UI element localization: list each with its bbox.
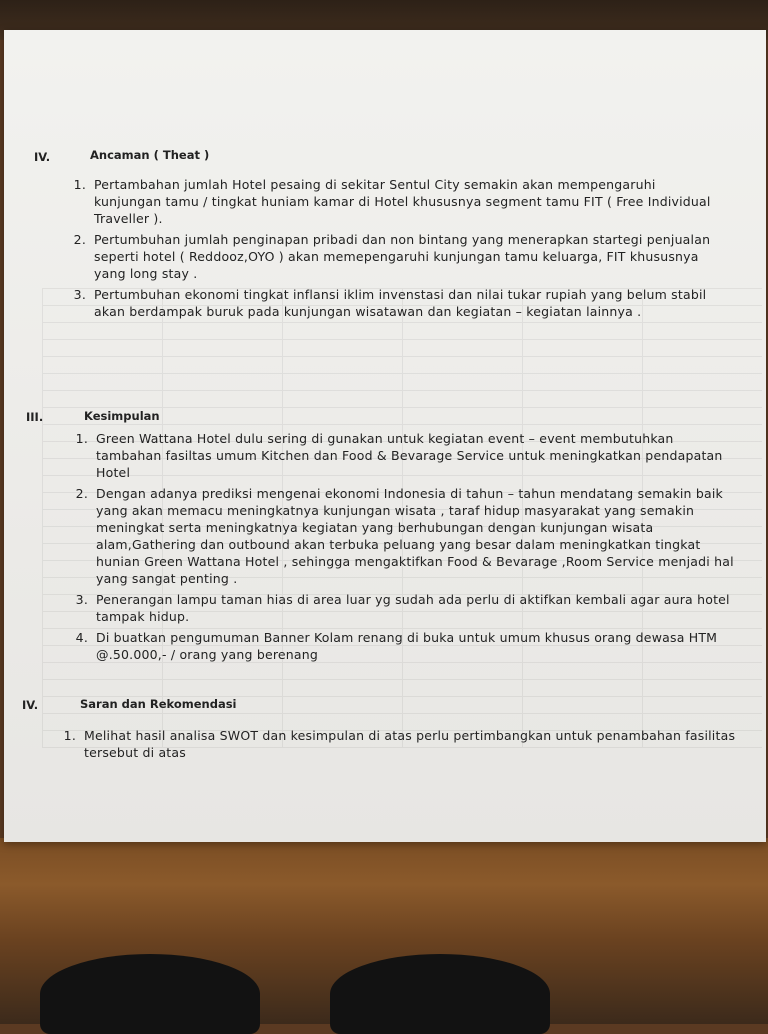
recommendation-list bbox=[46, 727, 756, 765]
recommendation-numeral: IV. bbox=[22, 698, 39, 712]
list-item: 1. Pertambahan jumlah Hotel pesaing di sekitar Sentul City semakin akan mempengaruhi kunjungan tamu / tingkat huniam kamar di Hotel khususnya segment tamu FIT ( Free Individual Traveller ). bbox=[73, 177, 711, 226]
list-item: 3. Pertumbuhan ekonomi tingkat inflansi iklim invenstasi dan nilai tukar rupiah yang belum stabil akan berdampak buruk pada kunjungan wisatawan dan kegiatan – kegiatan lainnya . bbox=[73, 287, 707, 319]
table-surface-bottom bbox=[0, 838, 768, 1024]
shoe-right bbox=[330, 954, 550, 1034]
list-item: 2. Dengan adanya prediksi mengenai ekonomi Indonesia di tahun – tahun mendatang semakin baik yang akan memacu meningkatnya kunjungan wisata , taraf hidup masyarakat yang semakin meningkat serta meningkatnya kegiatan yang berhubungan dengan kunjungan wisata alam,Gathering dan outbound akan terbuka peluang yang besar dalam meningkatkan tingkat hunian Green Wattana Hotel , sehingga mengaktifkan Food & Bevarage ,Room Service menjadi hal yang sangat penting . bbox=[75, 486, 734, 586]
list-item: 1. Melihat hasil analisa SWOT dan kesimpulan di atas perlu pertimbangkan untuk penambahan fasilitas tersebut di atas bbox=[63, 728, 736, 760]
threats-title: Ancaman ( Theat ) bbox=[90, 148, 210, 162]
list-item: 4. Di buatkan pengumuman Banner Kolam renang di buka untuk umum khusus orang dewasa HTM @.50.000,- / orang yang berenang bbox=[75, 630, 718, 662]
conclusion-list bbox=[58, 430, 742, 667]
threats-list bbox=[56, 176, 724, 324]
shoe-left bbox=[40, 954, 260, 1034]
recommendation-title: Saran dan Rekomendasi bbox=[80, 697, 237, 711]
threats-numeral: IV. bbox=[34, 150, 51, 164]
conclusion-numeral: III. bbox=[26, 410, 44, 424]
list-item: 3. Penerangan lampu taman hias di area luar yg sudah ada perlu di aktifkan kembali agar aura hotel tampak hidup. bbox=[75, 592, 730, 624]
document-page bbox=[4, 30, 766, 842]
list-item: 1. Green Wattana Hotel dulu sering di gunakan untuk kegiatan event – event membutuhkan tambahan fasiltas umum Kitchen dan Food & Bevarage Service untuk meningkatkan pendapatan Hotel bbox=[75, 431, 723, 480]
list-item: 2. Pertumbuhan jumlah penginapan pribadi dan non bintang yang menerapkan startegi penjualan seperti hotel ( Reddooz,OYO ) akan memepengaruhi kunjungan tamu keluarga, FIT khususnya yang long stay . bbox=[73, 232, 711, 281]
conclusion-title: Kesimpulan bbox=[84, 409, 160, 423]
